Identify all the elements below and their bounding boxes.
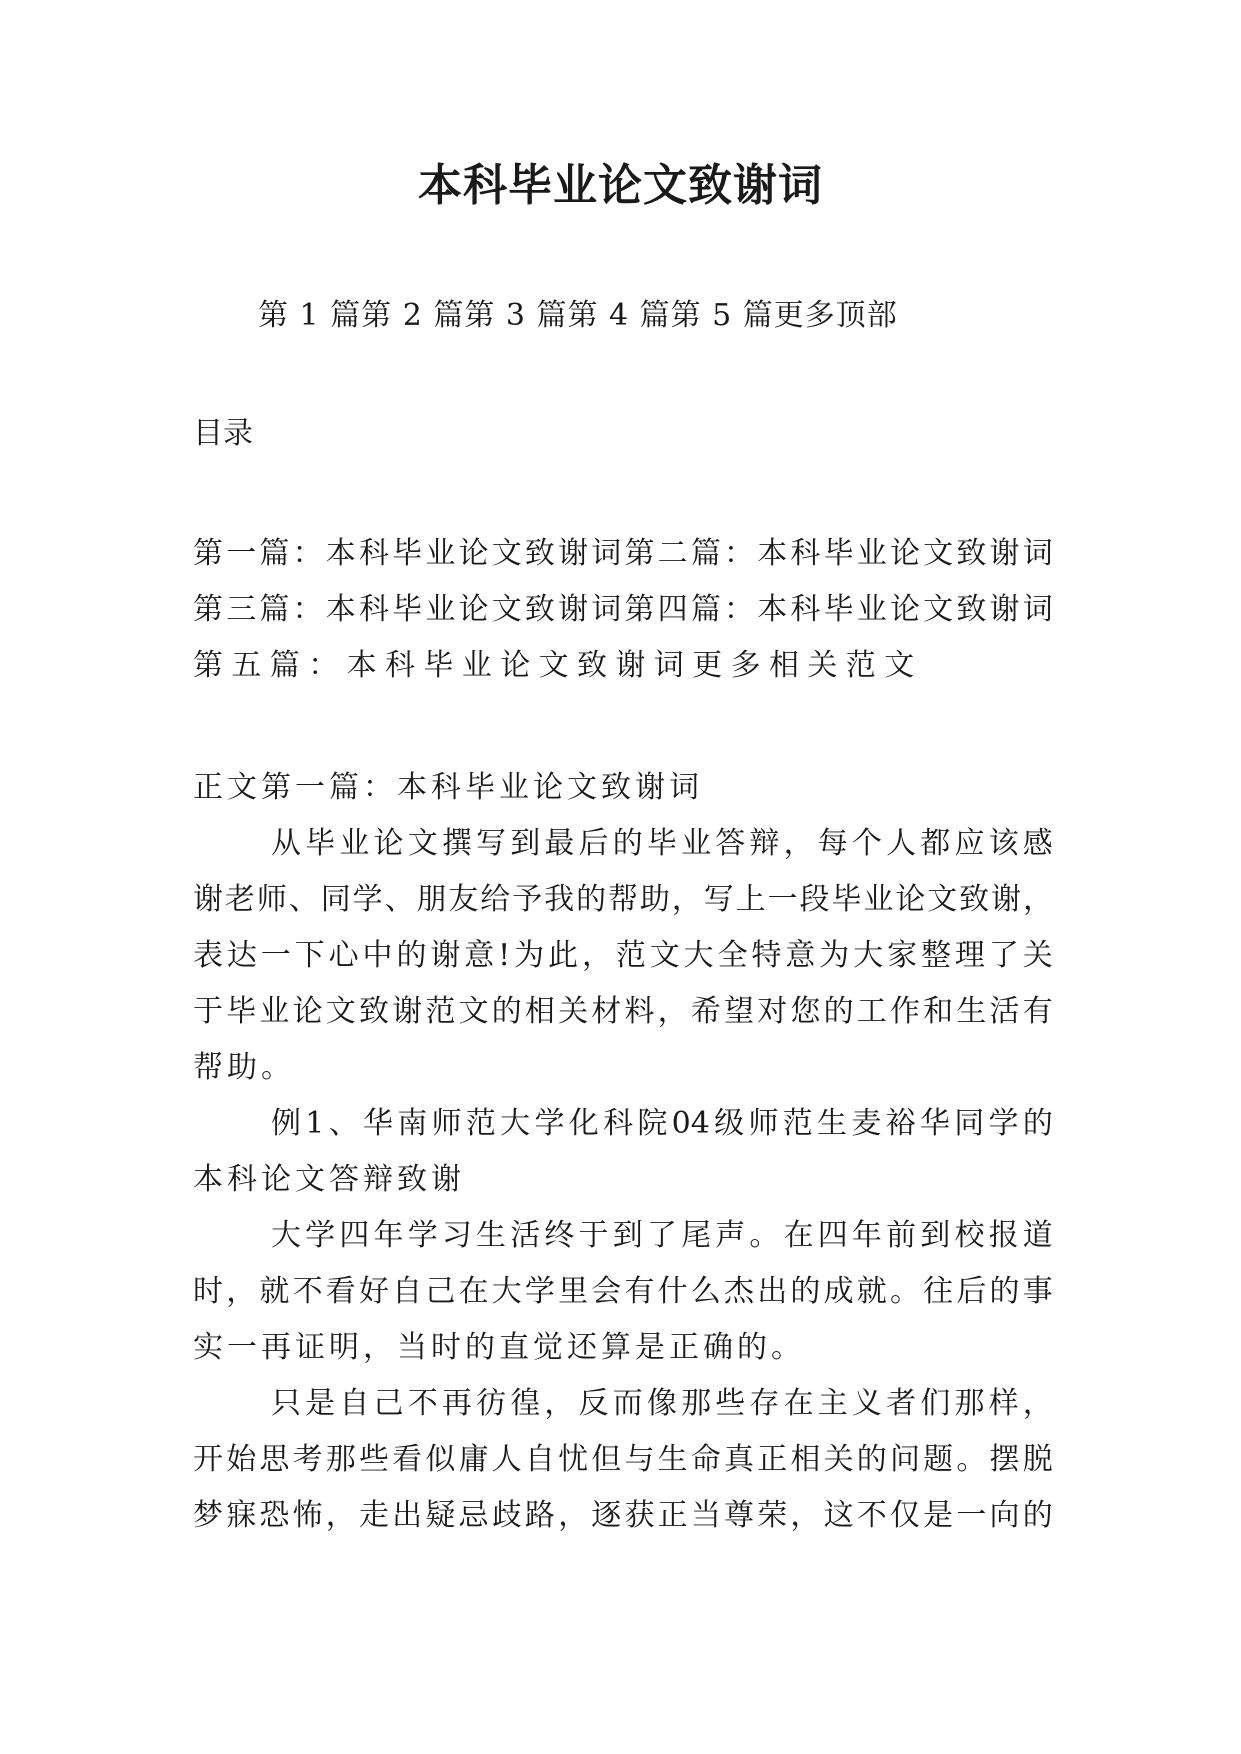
body-line: 例 1 、 华 南 师 范 大 学 化 科 院 04 级 师 范 生 麦 裕 华 同 学 的 xyxy=(271,1106,1053,1141)
body-line: 实一再证明，当时的直觉还算是正确的。 xyxy=(193,1330,805,1365)
body-line: 只 是 自 己 不 再 彷 徨 ， 反 而 像 那 些 存 在 主 义 者 们 那 样 ， xyxy=(271,1386,1053,1421)
toc-line[interactable]: 第 三 篇 ： 本 科 毕 业 论 文 致 谢 词 第 四 篇 ： 本 科 毕 业 论 文 致 谢 词 xyxy=(193,592,1053,627)
body-line: 梦 寐 恐 怖 ， 走 出 疑 忌 歧 路 ， 逐 获 正 当 尊 荣 ， 这 不 仅 是 一 向 的 xyxy=(193,1498,1053,1533)
body-text xyxy=(193,760,1053,1544)
toc-heading: 目录 xyxy=(193,416,253,451)
body-line: 表 达 一 下 心 中 的 谢 意 ! 为 此 ， 范 文 大 全 特 意 为 大 家 整 理 了 关 xyxy=(193,938,1053,973)
toc-line[interactable]: 第 一 篇 ： 本 科 毕 业 论 文 致 谢 词 第 二 篇 ： 本 科 毕 业 论 文 致 谢 词 xyxy=(193,536,1053,571)
body-line: 时 ， 就 不 看 好 自 己 在 大 学 里 会 有 什 么 杰 出 的 成 就 。 往 后 的 事 xyxy=(193,1274,1053,1309)
toc-line[interactable]: 第五篇：本科毕业论文致谢词更多相关范文 xyxy=(193,648,923,683)
body-line: 从 毕 业 论 文 撰 写 到 最 后 的 毕 业 答 辩 ， 每 个 人 都 应 该 感 xyxy=(271,826,1053,861)
body-line: 帮助。 xyxy=(193,1050,295,1085)
body-line: 开 始 思 考 那 些 看 似 庸 人 自 忧 但 与 生 命 真 正 相 关 的 问 题 。 摆 脱 xyxy=(193,1442,1053,1477)
body-line: 谢 老 师 、 同 学 、 朋 友 给 予 我 的 帮 助 ， 写 上 一 段 毕 业 论 文 致 谢 ， xyxy=(193,882,1053,917)
body-line: 大 学 四 年 学 习 生 活 终 于 到 了 尾 声 。 在 四 年 前 到 校 报 道 xyxy=(271,1218,1053,1253)
document-title: 本科毕业论文致谢词 xyxy=(418,160,823,211)
table-of-contents xyxy=(193,526,1053,694)
body-line: 于 毕 业 论 文 致 谢 范 文 的 相 关 材 料 ， 希 望 对 您 的 工 作 和 生 活 有 xyxy=(193,994,1053,1029)
section-nav[interactable]: 第 1 篇第 2 篇第 3 篇第 4 篇第 5 篇更多顶部 xyxy=(258,298,898,333)
section-heading: 正文第一篇：本科毕业论文致谢词 xyxy=(193,770,703,805)
body-line: 本科论文答辩致谢 xyxy=(193,1162,465,1197)
